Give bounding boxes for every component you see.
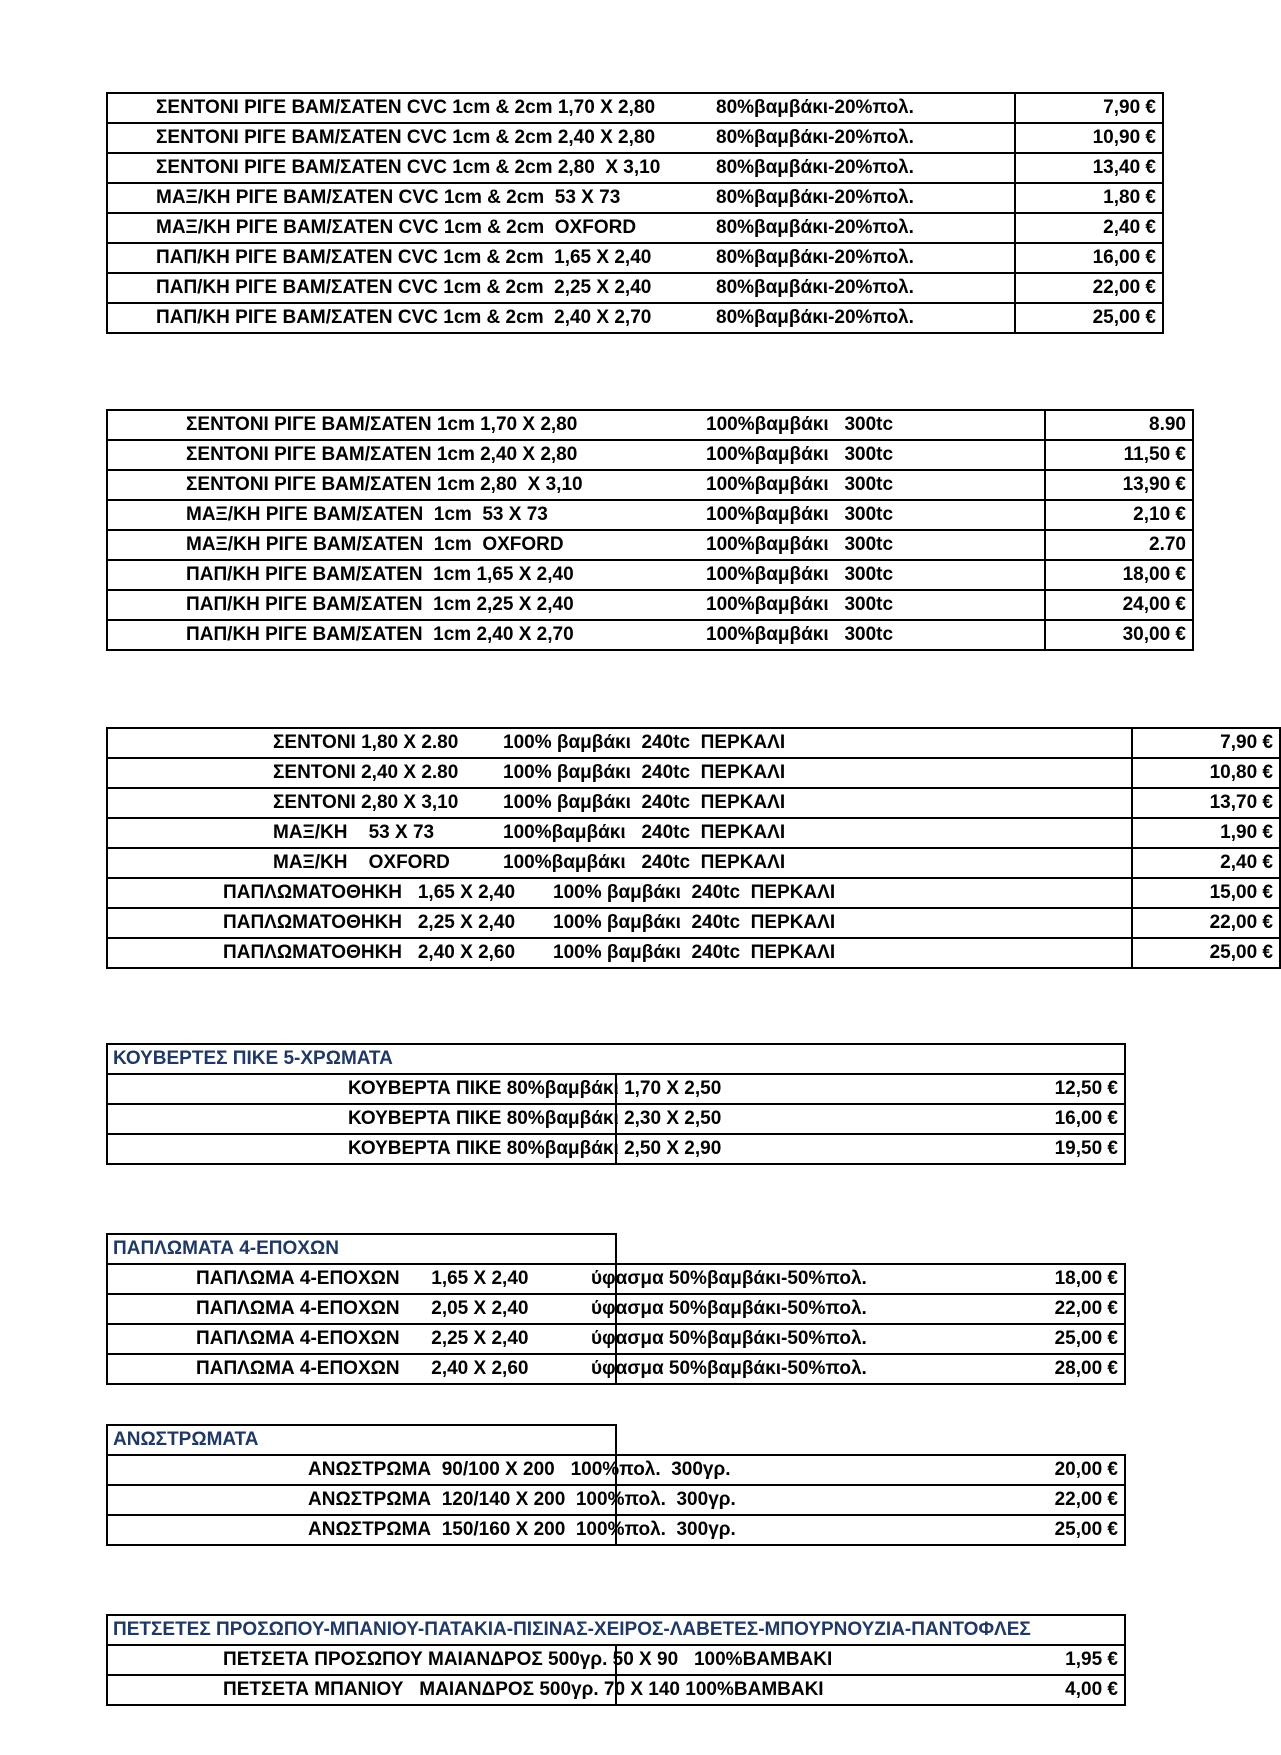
item-description <box>107 93 1015 123</box>
item-name: ΜΑΞ/ΚΗ OXFORD <box>273 852 450 873</box>
table-row <box>107 1645 1125 1675</box>
item-material: 100%βαμβάκι 300tc <box>706 504 894 525</box>
section-header-row <box>107 1234 1125 1264</box>
price-table-cvc-satin <box>106 92 1164 334</box>
item-name: ΠΑΠΛΩΜΑΤΟΘΗΚΗ 2,25 Χ 2,40 <box>223 912 516 933</box>
item-price: 13,70 € <box>1132 788 1280 818</box>
item-price: 10,90 € <box>1015 123 1163 153</box>
table-row <box>107 1074 1125 1104</box>
item-material: 80%βαμβάκι-20%πολ. <box>716 187 914 208</box>
item-description <box>107 153 1015 183</box>
price-table-duvets <box>106 1233 1126 1385</box>
table-row <box>107 1675 1125 1705</box>
item-description <box>107 788 1132 818</box>
item-material: 80%βαμβάκι-20%πολ. <box>716 97 914 118</box>
item-name: ΠΕΤΣΕΤΑ ΠΡΟΣΩΠΟΥ ΜΑΙΑΝΔΡΟΣ 500γρ. 50 Χ 90 100%ΒΑΜΒΑΚΙ <box>223 1649 833 1670</box>
item-price: 30,00 € <box>1045 620 1193 650</box>
table-row <box>107 440 1193 470</box>
item-price: 28,00 € <box>616 1354 1125 1384</box>
item-name: ΣΕΝΤΟΝΙ ΡΙΓΕ ΒΑΜ/ΣΑΤΕΝ 1cm 2,40 Χ 2,80 <box>186 444 578 465</box>
item-price: 18,00 € <box>1045 560 1193 590</box>
item-name: ΣΕΝΤΟΝΙ ΡΙΓΕ ΒΑΜ/ΣΑΤΕΝ 1cm 2,80 Χ 3,10 <box>186 474 583 495</box>
item-description <box>107 1485 736 1515</box>
item-name: ΠΑΠ/ΚΗ ΡΙΓΕ ΒΑΜ/ΣΑΤΕΝ CVC 1cm & 2cm 2,25 Χ 2,40 <box>156 277 652 298</box>
item-name: ΠΑΠΛΩΜΑΤΟΘΗΚΗ 2,40 Χ 2,60 <box>223 942 516 963</box>
table-row <box>107 560 1193 590</box>
item-price: 15,00 € <box>1132 878 1280 908</box>
table-row <box>107 1104 1125 1134</box>
header-spacer <box>616 1234 1125 1264</box>
item-name: ΑΝΩΣΤΡΩΜΑ 150/160 Χ 200 100%πολ. 300γρ. <box>308 1519 736 1540</box>
item-name: ΠΑΠΛΩΜΑ 4-ΕΠΟΧΩΝ 2,05 Χ 2,40 <box>196 1298 529 1319</box>
item-price: 25,00 € <box>616 1515 1125 1545</box>
table-row <box>107 273 1163 303</box>
item-name: ΣΕΝΤΟΝΙ 2,80 Χ 3,10 <box>273 792 459 813</box>
table-row <box>107 1455 1125 1485</box>
table-row <box>107 1294 1125 1324</box>
price-table-pique-blankets <box>106 1043 1126 1165</box>
table-row <box>107 1134 1125 1164</box>
item-description <box>107 1515 736 1545</box>
item-price: 16,00 € <box>616 1104 1125 1134</box>
table-row <box>107 848 1280 878</box>
item-name: ΑΝΩΣΤΡΩΜΑ 120/140 Χ 200 100%πολ. 300γρ. <box>308 1489 736 1510</box>
item-name: ΠΑΠΛΩΜΑ 4-ΕΠΟΧΩΝ 2,25 Χ 2,40 <box>196 1328 529 1349</box>
item-description <box>107 938 1132 968</box>
item-material: ύφασμα 50%βαμβάκι-50%πολ. <box>591 1328 867 1349</box>
item-material: 100% βαμβάκι 240tc ΠΕΡΚΑΛΙ <box>553 912 836 933</box>
table-row <box>107 500 1193 530</box>
item-material: 100%βαμβάκι 300tc <box>706 594 894 615</box>
item-material: 100% βαμβάκι 240tc ΠΕΡΚΑΛΙ <box>553 942 836 963</box>
item-price: 22,00 € <box>616 1294 1125 1324</box>
item-description <box>107 1354 867 1384</box>
table-row <box>107 878 1280 908</box>
table-row <box>107 620 1193 650</box>
item-name: ΣΕΝΤΟΝΙ ΡΙΓΕ ΒΑΜ/ΣΑΤΕΝ CVC 1cm & 2cm 2,80 Χ 3,10 <box>156 157 661 178</box>
item-material: 100%βαμβάκι 300tc <box>706 534 894 555</box>
item-description <box>107 1324 867 1354</box>
item-price: 7,90 € <box>1015 93 1163 123</box>
table-row <box>107 153 1163 183</box>
item-description <box>107 560 1045 590</box>
table-row <box>107 1515 1125 1545</box>
item-material: 100% βαμβάκι 240tc ΠΕΡΚΑΛΙ <box>503 792 786 813</box>
table-row <box>107 303 1163 333</box>
item-material: 80%βαμβάκι-20%πολ. <box>716 127 914 148</box>
table-row <box>107 243 1163 273</box>
item-name: ΜΑΞ/ΚΗ ΡΙΓΕ ΒΑΜ/ΣΑΤΕΝ CVC 1cm & 2cm 53 Χ 73 <box>156 187 621 208</box>
item-price: 2,40 € <box>1132 848 1280 878</box>
item-name: ΠΑΠ/ΚΗ ΡΙΓΕ ΒΑΜ/ΣΑΤΕΝ 1cm 1,65 Χ 2,40 <box>186 564 574 585</box>
section-header: ΑΝΩΣΤΡΩΜΑΤΑ <box>107 1425 616 1455</box>
item-name: ΜΑΞ/ΚΗ ΡΙΓΕ ΒΑΜ/ΣΑΤΕΝ CVC 1cm & 2cm OXFORD <box>156 217 637 238</box>
price-table-percale <box>106 727 1281 969</box>
item-description <box>107 758 1132 788</box>
item-material: ύφασμα 50%βαμβάκι-50%πολ. <box>591 1358 867 1379</box>
item-description <box>107 273 1015 303</box>
header-spacer <box>616 1425 1125 1455</box>
item-price: 25,00 € <box>616 1324 1125 1354</box>
item-description <box>107 530 1045 560</box>
item-price: 19,50 € <box>616 1134 1125 1164</box>
item-material: 100%βαμβάκι 300tc <box>706 444 894 465</box>
table-row <box>107 788 1280 818</box>
item-name: ΣΕΝΤΟΝΙ 2,40 Χ 2.80 <box>273 762 459 783</box>
item-price: 1,90 € <box>1132 818 1280 848</box>
item-description <box>107 620 1045 650</box>
item-name: ΠΑΠ/ΚΗ ΡΙΓΕ ΒΑΜ/ΣΑΤΕΝ CVC 1cm & 2cm 2,40 Χ 2,70 <box>156 307 652 328</box>
item-description <box>107 1675 824 1705</box>
item-material: 80%βαμβάκι-20%πολ. <box>716 247 914 268</box>
section-header-row <box>107 1615 1125 1645</box>
item-name: ΠΑΠ/ΚΗ ΡΙΓΕ ΒΑΜ/ΣΑΤΕΝ CVC 1cm & 2cm 1,65 Χ 2,40 <box>156 247 652 268</box>
table-row <box>107 818 1280 848</box>
item-price: 16,00 € <box>1015 243 1163 273</box>
item-name: ΠΑΠΛΩΜΑ 4-ΕΠΟΧΩΝ 2,40 Χ 2,60 <box>196 1358 529 1379</box>
item-material: 100%βαμβάκι 300tc <box>706 474 894 495</box>
item-price: 1,95 € <box>616 1645 1125 1675</box>
item-material: 100%βαμβάκι 240tc ΠΕΡΚΑΛΙ <box>503 852 786 873</box>
item-description <box>107 728 1132 758</box>
table-row <box>107 213 1163 243</box>
item-description <box>107 440 1045 470</box>
section-header: ΠΑΠΛΩΜΑΤΑ 4-ΕΠΟΧΩΝ <box>107 1234 616 1264</box>
item-price: 10,80 € <box>1132 758 1280 788</box>
item-description <box>107 123 1015 153</box>
item-material: ύφασμα 50%βαμβάκι-50%πολ. <box>591 1268 867 1289</box>
table-row <box>107 123 1163 153</box>
item-description <box>107 1455 731 1485</box>
item-price: 25,00 € <box>1015 303 1163 333</box>
price-table-mattress-toppers <box>106 1424 1126 1546</box>
item-description <box>107 1104 722 1134</box>
item-name: ΣΕΝΤΟΝΙ ΡΙΓΕ ΒΑΜ/ΣΑΤΕΝ CVC 1cm & 2cm 2,40 Χ 2,80 <box>156 127 656 148</box>
item-name: ΜΑΞ/ΚΗ 53 Χ 73 <box>273 822 435 843</box>
item-description <box>107 878 1132 908</box>
item-name: ΠΑΠΛΩΜΑΤΟΘΗΚΗ 1,65 Χ 2,40 <box>223 882 516 903</box>
table-row <box>107 410 1193 440</box>
item-price: 7,90 € <box>1132 728 1280 758</box>
item-name: ΣΕΝΤΟΝΙ 1,80 Χ 2.80 <box>273 732 459 753</box>
item-name: ΚΟΥΒΕΡΤΑ ΠΙΚΕ 80%βαμβάκι 2,50 Χ 2,90 <box>348 1138 722 1159</box>
section-header-row <box>107 1044 1125 1074</box>
item-material: 80%βαμβάκι-20%πολ. <box>716 277 914 298</box>
item-material: 80%βαμβάκι-20%πολ. <box>716 307 914 328</box>
item-price: 12,50 € <box>616 1074 1125 1104</box>
table-row <box>107 530 1193 560</box>
item-price: 1,80 € <box>1015 183 1163 213</box>
item-material: 100% βαμβάκι 240tc ΠΕΡΚΑΛΙ <box>553 882 836 903</box>
item-price: 18,00 € <box>616 1264 1125 1294</box>
item-material: 100%βαμβάκι 300tc <box>706 414 894 435</box>
item-price: 4,00 € <box>616 1675 1125 1705</box>
item-material: 100%βαμβάκι 300tc <box>706 564 894 585</box>
item-name: ΠΕΤΣΕΤΑ ΜΠΑΝΙΟΥ ΜΑΙΑΝΔΡΟΣ 500γρ. 70 Χ 140 100%ΒΑΜΒΑΚΙ <box>223 1679 824 1700</box>
table-row <box>107 758 1280 788</box>
item-price: 11,50 € <box>1045 440 1193 470</box>
section-header: ΠΕΤΣΕΤΕΣ ΠΡΟΣΩΠΟΥ-ΜΠΑΝΙΟΥ-ΠΑΤΑΚΙΑ-ΠΙΣΙΝΑΣ-ΧΕΙΡΟΣ-ΛΑΒΕΤΕΣ-ΜΠΟΥΡΝΟΥΖΙΑ-ΠΑΝΤΟΦΛΕΣ <box>107 1615 1125 1645</box>
item-name: ΣΕΝΤΟΝΙ ΡΙΓΕ ΒΑΜ/ΣΑΤΕΝ 1cm 1,70 Χ 2,80 <box>186 414 578 435</box>
item-price: 20,00 € <box>616 1455 1125 1485</box>
item-price: 22,00 € <box>616 1485 1125 1515</box>
item-price: 13,40 € <box>1015 153 1163 183</box>
item-description <box>107 848 1132 878</box>
item-description <box>107 1074 722 1104</box>
item-description <box>107 500 1045 530</box>
item-material: 100% βαμβάκι 240tc ΠΕΡΚΑΛΙ <box>503 762 786 783</box>
table-row <box>107 590 1193 620</box>
item-material: 100%βαμβάκι 240tc ΠΕΡΚΑΛΙ <box>503 822 786 843</box>
item-price: 8.90 <box>1045 410 1193 440</box>
item-description <box>107 1134 722 1164</box>
table-row <box>107 1264 1125 1294</box>
table-row <box>107 1354 1125 1384</box>
item-description <box>107 410 1045 440</box>
item-description <box>107 183 1015 213</box>
item-name: ΠΑΠ/ΚΗ ΡΙΓΕ ΒΑΜ/ΣΑΤΕΝ 1cm 2,40 Χ 2,70 <box>186 624 574 645</box>
table-row <box>107 470 1193 500</box>
item-price: 2.70 <box>1045 530 1193 560</box>
table-row <box>107 93 1163 123</box>
item-description <box>107 470 1045 500</box>
price-table-satin-300tc <box>106 409 1194 651</box>
item-description <box>107 818 1132 848</box>
item-material: 80%βαμβάκι-20%πολ. <box>716 157 914 178</box>
item-price: 25,00 € <box>1132 938 1280 968</box>
item-name: ΣΕΝΤΟΝΙ ΡΙΓΕ ΒΑΜ/ΣΑΤΕΝ CVC 1cm & 2cm 1,70 Χ 2,80 <box>156 97 656 118</box>
item-name: ΚΟΥΒΕΡΤΑ ΠΙΚΕ 80%βαμβάκι 1,70 Χ 2,50 <box>348 1078 722 1099</box>
table-row <box>107 728 1280 758</box>
table-row <box>107 183 1163 213</box>
item-material: 100%βαμβάκι 300tc <box>706 624 894 645</box>
section-header-row <box>107 1425 1125 1455</box>
item-description <box>107 1645 833 1675</box>
item-name: ΜΑΞ/ΚΗ ΡΙΓΕ ΒΑΜ/ΣΑΤΕΝ 1cm 53 Χ 73 <box>186 504 548 525</box>
item-material: 80%βαμβάκι-20%πολ. <box>716 217 914 238</box>
item-description <box>107 1294 867 1324</box>
item-name: ΠΑΠΛΩΜΑ 4-ΕΠΟΧΩΝ 1,65 Χ 2,40 <box>196 1268 529 1289</box>
item-name: ΑΝΩΣΤΡΩΜΑ 90/100 Χ 200 100%πολ. 300γρ. <box>308 1459 731 1480</box>
section-header: ΚΟΥΒΕΡΤΕΣ ΠΙΚΕ 5-ΧΡΩΜΑΤΑ <box>107 1044 1125 1074</box>
table-row <box>107 1324 1125 1354</box>
item-material: 100% βαμβάκι 240tc ΠΕΡΚΑΛΙ <box>503 732 786 753</box>
item-price: 13,90 € <box>1045 470 1193 500</box>
item-description <box>107 908 1132 938</box>
item-price: 22,00 € <box>1132 908 1280 938</box>
price-table-towels <box>106 1614 1126 1706</box>
item-price: 2,40 € <box>1015 213 1163 243</box>
item-name: ΠΑΠ/ΚΗ ΡΙΓΕ ΒΑΜ/ΣΑΤΕΝ 1cm 2,25 Χ 2,40 <box>186 594 574 615</box>
item-description <box>107 1264 867 1294</box>
item-description <box>107 243 1015 273</box>
table-row <box>107 1485 1125 1515</box>
item-price: 24,00 € <box>1045 590 1193 620</box>
item-name: ΜΑΞ/ΚΗ ΡΙΓΕ ΒΑΜ/ΣΑΤΕΝ 1cm OXFORD <box>186 534 564 555</box>
table-row <box>107 908 1280 938</box>
item-description <box>107 303 1015 333</box>
item-material: ύφασμα 50%βαμβάκι-50%πολ. <box>591 1298 867 1319</box>
table-row <box>107 938 1280 968</box>
item-price: 22,00 € <box>1015 273 1163 303</box>
item-price: 2,10 € <box>1045 500 1193 530</box>
item-description <box>107 590 1045 620</box>
item-name: ΚΟΥΒΕΡΤΑ ΠΙΚΕ 80%βαμβάκι 2,30 Χ 2,50 <box>348 1108 722 1129</box>
item-description <box>107 213 1015 243</box>
